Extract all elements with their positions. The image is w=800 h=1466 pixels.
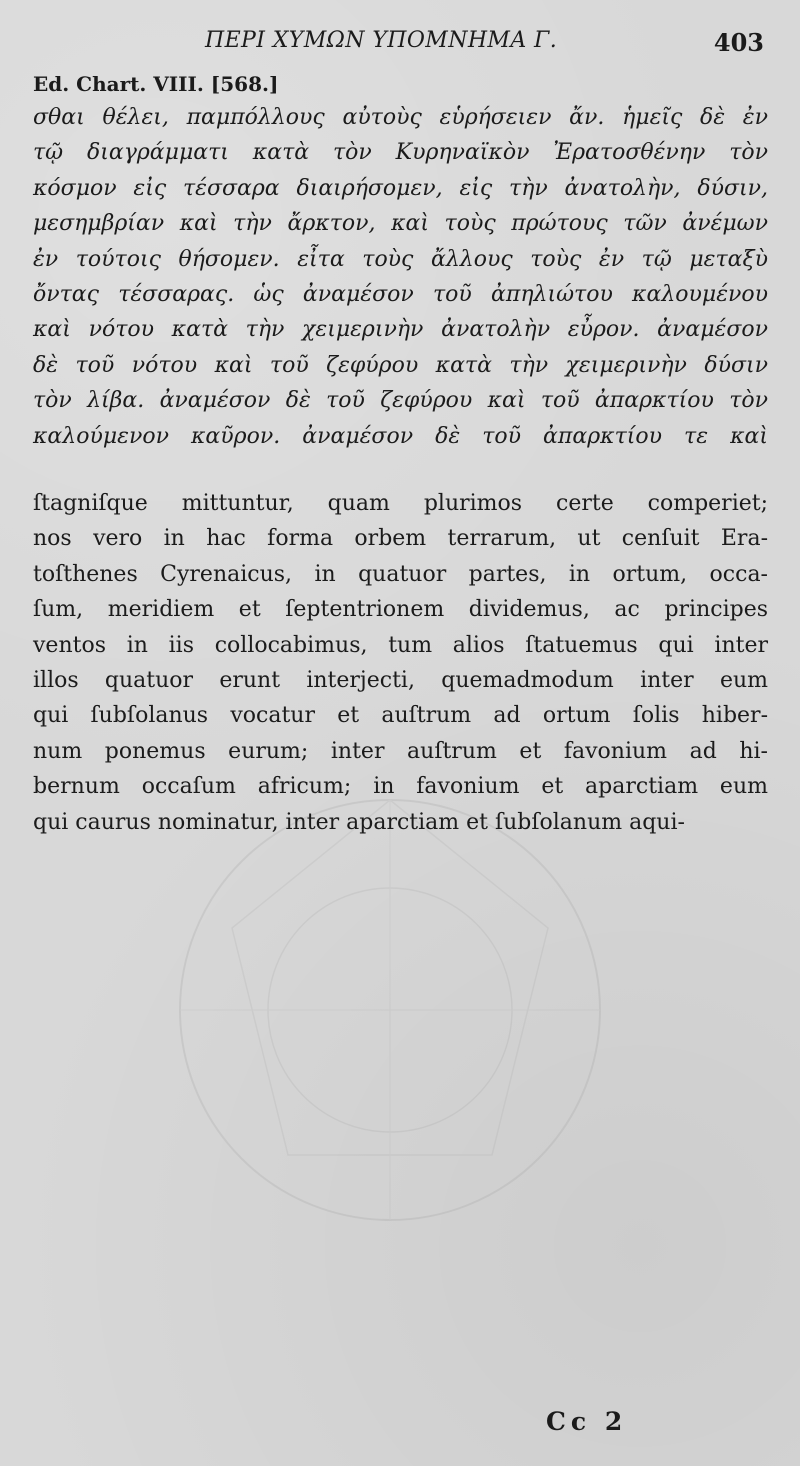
latin-line: qui caurus nominatur, inter aparctiam et ſubſolanum aqui- [33,809,685,835]
latin-text-block [33,486,768,840]
greek-line: καὶ νότου κατὰ τὴν χειμερινὴν ἀνατολὴν εὖρον. ἀναμέσον [33,317,768,343]
greek-line: μεσημβρίαν καὶ τὴν ἄρκτον, καὶ τοὺς πρώτους τῶν ἀνέμων [33,211,768,237]
page-number: 403 [713,28,764,57]
greek-line: κόσμον εἰς τέσσαρα διαιρήσομεν, εἰς τὴν ἀνατολὴν, δύσιν, [33,175,768,201]
running-head: ΠΕΡΙ ΧΥΜΩΝ ΥΠΟΜΝΗΜΑ Γ. [205,28,558,53]
greek-line: ὄντας τέσσαρας. ὡς ἀναμέσον τοῦ ἀπηλιώτου καλουμένου [33,282,768,308]
latin-line: num ponemus eurum; inter auſtrum et favonium ad hi- [33,738,768,764]
greek-line: τὸν λίβα. ἀναμέσον δὲ τοῦ ζεφύρου καὶ τοῦ ἀπαρκτίου τὸν [33,388,768,414]
greek-line: δὲ τοῦ νότου καὶ τοῦ ζεφύρου κατὰ τὴν χειμερινὴν δύσιν [33,352,768,378]
greek-text-block [33,100,768,454]
latin-line: ſtagniſque mittuntur, quam plurimos certe comperiet; [33,491,768,516]
latin-line: ſum, meridiem et ſeptentrionem dividemus, ac principes [33,597,768,623]
latin-line: illos quatuor erunt interjecti, quemadmodum inter eum [33,668,768,694]
greek-line: τῷ διαγράμματι κατὰ τὸν Κυρηναϊκὸν Ἐρατοσθένην τὸν [33,140,768,166]
latin-line: toſthenes Cyrenaicus, in quatuor partes, in ortum, occa- [33,561,768,587]
edition-reference: Ed. Chart. VIII. [568.] [33,72,279,96]
greek-line: σθαι θέλει, παμπόλλους αὐτοὺς εὑρήσειεν ἄν. ἡμεῖς δὲ ἐν [33,105,768,130]
latin-line: ventos in iis collocabimus, tum alios ſtatuemus qui inter [33,632,768,658]
latin-line: nos vero in hac forma orbem terrarum, ut cenſuit Era- [33,526,768,552]
latin-line: qui ſubſolanus vocatur et auſtrum ad ortum ſolis hiber- [33,703,768,729]
signature-mark: Cc 2 [546,1407,628,1436]
greek-line: ἐν τούτοις θήσομεν. εἶτα τοὺς ἄλλους τοὺς ἐν τῷ μεταξὺ [33,246,768,272]
latin-line: bernum occaſum africum; in favonium et aparctiam eum [33,774,768,800]
greek-line: καλούμενον καῦρον. ἀναμέσον δὲ τοῦ ἀπαρκτίου τε καὶ [33,423,768,449]
